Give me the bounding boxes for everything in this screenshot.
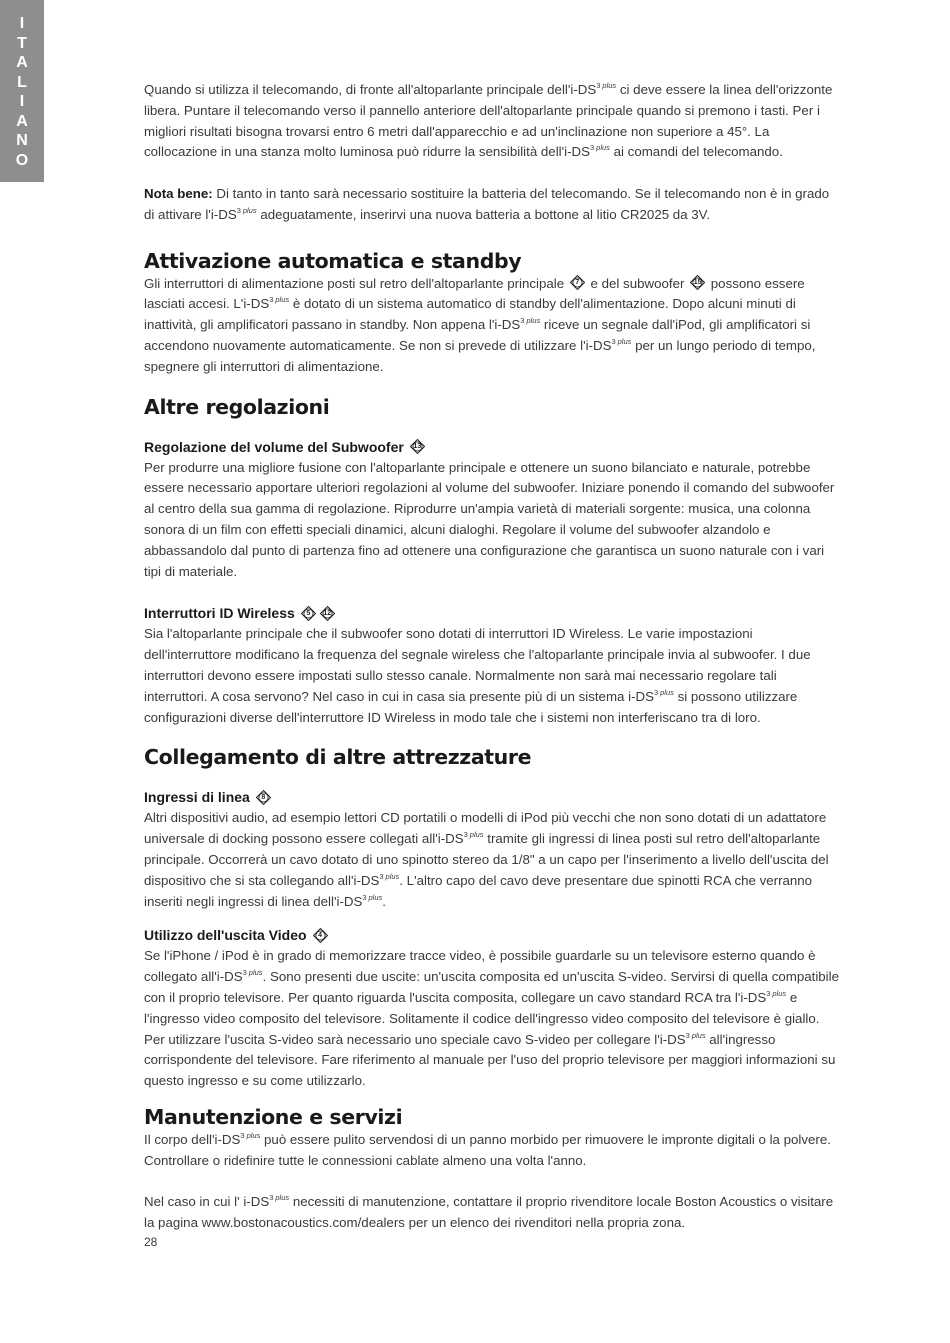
language-side-tab xyxy=(0,0,44,182)
maintenance-paragraph: Il corpo $dell'i-DS^{3 plus}$ può essere pulito servendosi di un panno morbido per rimuovere le impronte digitali o la polvere. Controllare o ridefinire tutte le connessioni cablate almeno una volta l'anno. xyxy=(144,1130,831,1168)
page-number: 28 xyxy=(144,1235,158,1249)
wireless-id-paragraph: Sia l'altoparlante principale che il subwoofer sono dotati di interruttori ID Wireless. Le varie impostazioni dell'interruttore modificano la frequenza del segnale wireless che l'altoparlante principale invia al subwoofer. I due interruttori devono essere impostati sullo stesso canale. Normalmente non sarà mai necessario regolare tali interruttori. A cosa servono? Nel caso in cui in casa sia presente più di un sistema $i-DS^{3 plus}$ si possono utilizzare configurazioni diverse dell'interruttore ID Wireless in modo tale che i sistemi non interferiscano tra di loro. xyxy=(144,626,811,725)
section-heading-maintenance: Manutenzione e servizi xyxy=(144,1104,403,1129)
subwoofer-volume-paragraph: Per produrre una migliore fusione con l'altoparlante principale e ottenere un suono bilanciato e naturale, potrebbe essere necessario apportare ulteriori regolazioni al volume del subwoofer. Iniziare ponendo il comando del subwoofer al centro della sua gamma di regolazione. Riprodurre un'ampia varietà di materiali sorgente: musica, una colonna sonora di un film con effetti speciali dinamici, alcuni dialoghi. Regolare il volume del subwoofer alzandolo e abbassandolo dal punto di partenza fino ad ottenere una configurazione che garantisca un suono naturale con i vari tipi di materiale. xyxy=(144,459,835,579)
callout-8-icon: 8 xyxy=(256,790,271,805)
video-output-paragraph: Se l'iPhone / iPod è in grado di memorizzare tracce video, è possibile guardarle su un televisore esterno quando è collegato $all'i-DS^{3 plus}$. Sono presenti due uscite: un'uscita composita ed un'uscita S-video. Servirsi di quella compatibile con il proprio televisore. Per quanto riguarda l'uscita composita, collegare un cavo standard RCA tra $l'i-DS^{3 plus}$ e l'ingresso video composito del televisore. Solitamente il codice dell'ingresso video composito del televisore è giallo. Per utilizzare l'uscita S-video sarà necessario uno speciale cavo S-video per collegare $l'i-DS^{3 plus}$ all'ingresso corrispondente del televisore. Fare riferimento al manuale per l'uso del proprio televisore per maggiori informazioni su questo ingresso e su come utilizzarlo. xyxy=(144,948,839,1089)
section-heading-standby: Attivazione automatica e standby xyxy=(144,248,522,273)
subheading-line-inputs: Ingressi di linea 8 xyxy=(144,786,839,808)
callout-4-icon: 4 xyxy=(313,928,328,943)
section-heading-adjustments: Altre regolazioni xyxy=(144,394,330,419)
remote-usage-paragraph: Quando si utilizza il telecomando, di fronte all'altoparlante principale $dell'i-DS^{3 plus}$ ci deve essere la linea dell'orizzonte libera. Puntare il telecomando verso il pannello anteriore dell'altoparlante principale quando si premono i tasti. Per i migliori risultati bisogna trovarsi entro 6 metri dall'apparecchio e ad un'inclinazione non superiore a 45°. La collocazione in una stanza molto luminosa può ridurre la sensibilità $dell'i-DS^{3 plus}$ ai comandi del telecomando. xyxy=(144,81,833,160)
callout-7-icon: 7 xyxy=(570,275,585,290)
service-paragraph: Nel caso in cui l' $i-DS^{3 plus}$ necessiti di manutenzione, contattare il proprio rivenditore locale Boston Acoustics o visitare la pagina www.bostonacoustics.com/dealers per un elenco dei rivenditori nella propria zona. xyxy=(144,1193,834,1231)
line-inputs-paragraph: Altri dispositivi audio, ad esempio lettori CD portatili o modelli di iPod più vecchi che non sono dotati di un adattatore universale di docking possono essere collegati $all'i-DS^{3 plus}$ tramite gli ingressi di linea posti sul retro dell'altoparlante principale. Occorrerà un cavo dotato di uno spinotto stereo da 1/8" a un capo per l'inserimento a livello dell'uscita del dispositivo che si sta collegando $all'i-DS^{3 plus}$. L'altro capo del cavo deve presentare due spinotti RCA che verranno inseriti negli ingressi di linea $dell'i-DS^{3 plus}$. xyxy=(144,810,829,909)
subheading-wireless-id: Interruttori ID Wireless 5 12 xyxy=(144,602,839,624)
page-content xyxy=(144,80,839,1234)
subheading-video-output: Utilizzo dell'uscita Video 4 xyxy=(144,924,839,946)
callout-13-icon: 13 xyxy=(410,439,425,454)
callout-12-icon: 12 xyxy=(320,606,335,621)
standby-paragraph: Gli interruttori di alimentazione posti sul retro dell'altoparlante principale 7 e del subwoofer 15 possono essere lasciati accesi. $L'i-DS^{3 plus}$ è dotato di un sistema automatico di standby dell'alimentazione. Dopo alcuni minuti di inattività, gli amplificatori passano in standby. Non appena $l'i-DS^{3 plus}$ riceve un segnale dall'iPod, gli amplificatori si accendono nuovamente automaticamente. Se non si prevede di utilizzare $l'i-DS^{3 plus}$ per un lungo periodo di tempo, spegnere gli interruttori di alimentazione. xyxy=(144,275,816,374)
callout-5-icon: 5 xyxy=(301,606,316,621)
battery-note: Nota bene: Di tanto in tanto sarà necessario sostituire la batteria del telecomando. Se il telecomando non è in grado di attivare $l'i-DS^{3 plus}$ adeguatamente, inserirvi una nuova batteria a bottone al litio CR2025 da 3V. xyxy=(144,185,830,222)
section-heading-other-equipment: Collegamento di altre attrezzature xyxy=(144,745,532,770)
language-side-tab-label: I T A L I A N O xyxy=(15,15,29,169)
callout-15-icon: 15 xyxy=(690,275,705,290)
subheading-subwoofer-volume: Regolazione del volume del Subwoofer 13 xyxy=(144,436,839,458)
